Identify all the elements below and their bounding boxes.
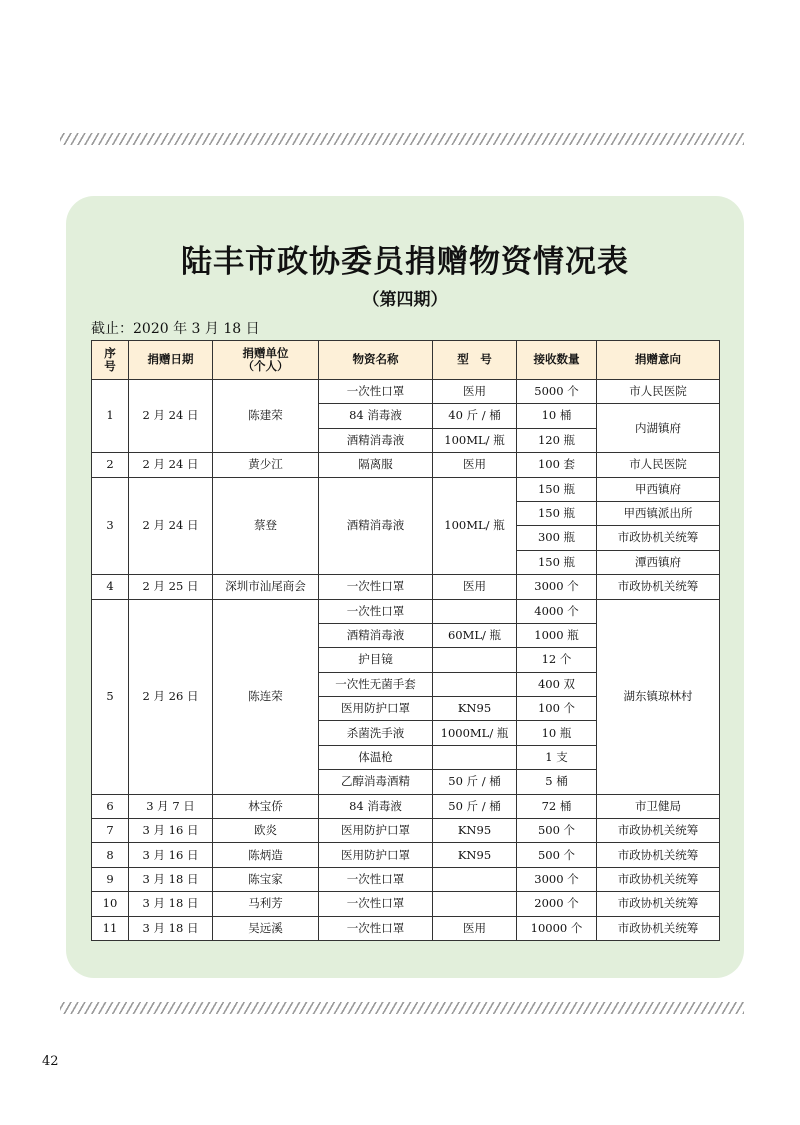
cell-seq: 10	[92, 892, 129, 916]
cell-qty: 3000 个	[517, 575, 597, 599]
cell-qty: 150 瓶	[517, 501, 597, 525]
cell-date: 3 月 16 日	[129, 819, 213, 843]
cell-spec: 50 斤 / 桶	[433, 794, 517, 818]
table-row	[92, 843, 720, 867]
cell-seq: 6	[92, 794, 129, 818]
cell-item: 护目镜	[319, 648, 433, 672]
table-row	[92, 599, 720, 623]
cell-spec: 医用	[433, 380, 517, 404]
table-row	[92, 794, 720, 818]
cell-date: 3 月 18 日	[129, 892, 213, 916]
cell-qty: 72 桶	[517, 794, 597, 818]
cell-seq: 1	[92, 380, 129, 453]
cell-qty: 2000 个	[517, 892, 597, 916]
cell-item: 一次性无菌手套	[319, 672, 433, 696]
page-title: 陆丰市政协委员捐赠物资情况表	[181, 244, 629, 280]
header-donor	[213, 341, 319, 380]
cell-donor: 黄少江	[213, 453, 319, 477]
cell-spec	[433, 892, 517, 916]
table-row	[92, 819, 720, 843]
cell-item: 一次性口罩	[319, 575, 433, 599]
cell-dest: 内湖镇府	[597, 404, 720, 453]
cell-donor: 陈建荣	[213, 380, 319, 453]
cell-dest: 市政协机关统筹	[597, 575, 720, 599]
cell-qty: 10000 个	[517, 916, 597, 940]
cell-dest: 市人民医院	[597, 380, 720, 404]
cell-item: 一次性口罩	[319, 916, 433, 940]
cell-qty: 10 桶	[517, 404, 597, 428]
cell-date: 2 月 25 日	[129, 575, 213, 599]
cell-date: 3 月 16 日	[129, 843, 213, 867]
cell-spec: 医用	[433, 453, 517, 477]
cell-item: 医用防护口罩	[319, 697, 433, 721]
cell-item: 隔离服	[319, 453, 433, 477]
cell-donor: 蔡登	[213, 477, 319, 575]
cell-spec: KN95	[433, 697, 517, 721]
cell-seq: 7	[92, 819, 129, 843]
cell-qty: 150 瓶	[517, 550, 597, 574]
cell-qty: 1 支	[517, 745, 597, 769]
cell-date: 2 月 24 日	[129, 453, 213, 477]
header-seq-line1: 序	[104, 345, 116, 360]
cell-item: 杀菌洗手液	[319, 721, 433, 745]
cell-donor: 欧炎	[213, 819, 319, 843]
cell-date: 3 月 18 日	[129, 867, 213, 891]
cell-item: 一次性口罩	[319, 380, 433, 404]
cell-item: 医用防护口罩	[319, 819, 433, 843]
cell-dest: 市人民医院	[597, 453, 720, 477]
cell-item: 一次性口罩	[319, 892, 433, 916]
cell-dest: 市政协机关统筹	[597, 916, 720, 940]
cell-dest: 市政协机关统筹	[597, 819, 720, 843]
cell-qty: 500 个	[517, 819, 597, 843]
cell-dest: 潭西镇府	[597, 550, 720, 574]
header-donor-line1: 捐赠单位	[242, 345, 289, 360]
cell-qty: 120 瓶	[517, 428, 597, 452]
cell-dest: 市政协机关统筹	[597, 892, 720, 916]
cell-spec	[433, 867, 517, 891]
cell-qty: 4000 个	[517, 599, 597, 623]
header-donor-line2: （个人）	[242, 359, 289, 373]
header-date: 捐赠日期	[129, 341, 213, 380]
cell-seq: 11	[92, 916, 129, 940]
cell-date: 2 月 24 日	[129, 380, 213, 453]
cell-dest: 市政协机关统筹	[597, 843, 720, 867]
cell-seq: 9	[92, 867, 129, 891]
page-number: 42	[42, 1054, 59, 1069]
table-row	[92, 916, 720, 940]
header-seq	[92, 341, 129, 380]
cell-qty: 5 桶	[517, 770, 597, 794]
cell-item: 一次性口罩	[319, 867, 433, 891]
cell-qty: 12 个	[517, 648, 597, 672]
cell-dest: 市政协机关统筹	[597, 867, 720, 891]
cell-dest: 市卫健局	[597, 794, 720, 818]
header-spec: 型 号	[433, 341, 517, 380]
header-dest: 捐赠意向	[597, 341, 720, 380]
donation-table	[91, 340, 720, 941]
cell-donor: 吴远溪	[213, 916, 319, 940]
cell-seq: 2	[92, 453, 129, 477]
table-header-row	[92, 341, 720, 380]
table-row	[92, 575, 720, 599]
cell-spec: KN95	[433, 819, 517, 843]
table-row	[92, 380, 720, 404]
cell-spec: 60ML/ 瓶	[433, 623, 517, 647]
cell-spec: 医用	[433, 916, 517, 940]
cell-spec: KN95	[433, 843, 517, 867]
header-seq-line2: 号	[104, 359, 116, 373]
cell-qty: 300 瓶	[517, 526, 597, 550]
cell-donor: 深圳市汕尾商会	[213, 575, 319, 599]
cell-qty: 150 瓶	[517, 477, 597, 501]
cell-item: 酒精消毒液	[319, 477, 433, 575]
header-item: 物资名称	[319, 341, 433, 380]
as-of-date: 截止：2020 年 3 月 18 日	[91, 321, 260, 337]
cell-spec: 40 斤 / 桶	[433, 404, 517, 428]
table-row	[92, 477, 720, 501]
cell-spec: 1000ML/ 瓶	[433, 721, 517, 745]
cell-item: 84 消毒液	[319, 794, 433, 818]
cell-qty: 1000 瓶	[517, 623, 597, 647]
cell-item: 一次性口罩	[319, 599, 433, 623]
header-qty: 接收数量	[517, 341, 597, 380]
top-hatch-divider	[60, 133, 744, 145]
cell-date: 3 月 7 日	[129, 794, 213, 818]
bottom-hatch-divider	[60, 1002, 744, 1014]
cell-spec	[433, 599, 517, 623]
cell-qty: 400 双	[517, 672, 597, 696]
cell-item: 酒精消毒液	[319, 623, 433, 647]
cell-spec	[433, 745, 517, 769]
cell-date: 2 月 24 日	[129, 477, 213, 575]
cell-qty: 500 个	[517, 843, 597, 867]
cell-donor: 马利芳	[213, 892, 319, 916]
cell-item: 84 消毒液	[319, 404, 433, 428]
cell-seq: 4	[92, 575, 129, 599]
cell-dest: 市政协机关统筹	[597, 526, 720, 550]
cell-seq: 5	[92, 599, 129, 794]
table-row	[92, 867, 720, 891]
cell-date: 3 月 18 日	[129, 916, 213, 940]
cell-spec: 100ML/ 瓶	[433, 477, 517, 575]
cell-spec	[433, 672, 517, 696]
cell-spec	[433, 648, 517, 672]
cell-dest: 甲西镇府	[597, 477, 720, 501]
cell-seq: 3	[92, 477, 129, 575]
cell-dest: 甲西镇派出所	[597, 501, 720, 525]
cell-item: 酒精消毒液	[319, 428, 433, 452]
table-row	[92, 453, 720, 477]
cell-donor: 陈炳造	[213, 843, 319, 867]
cell-qty: 5000 个	[517, 380, 597, 404]
page-subtitle: （第四期）	[362, 290, 448, 310]
cell-item: 医用防护口罩	[319, 843, 433, 867]
cell-spec: 医用	[433, 575, 517, 599]
cell-item: 体温枪	[319, 745, 433, 769]
cell-dest: 湖东镇琼林村	[597, 599, 720, 794]
cell-qty: 100 个	[517, 697, 597, 721]
cell-donor: 林宝侨	[213, 794, 319, 818]
cell-spec: 100ML/ 瓶	[433, 428, 517, 452]
cell-date: 2 月 26 日	[129, 599, 213, 794]
cell-seq: 8	[92, 843, 129, 867]
cell-spec: 50 斤 / 桶	[433, 770, 517, 794]
cell-qty: 3000 个	[517, 867, 597, 891]
cell-item: 乙醇消毒酒精	[319, 770, 433, 794]
cell-qty: 10 瓶	[517, 721, 597, 745]
cell-donor: 陈连荣	[213, 599, 319, 794]
cell-qty: 100 套	[517, 453, 597, 477]
cell-donor: 陈宝家	[213, 867, 319, 891]
table-row	[92, 892, 720, 916]
